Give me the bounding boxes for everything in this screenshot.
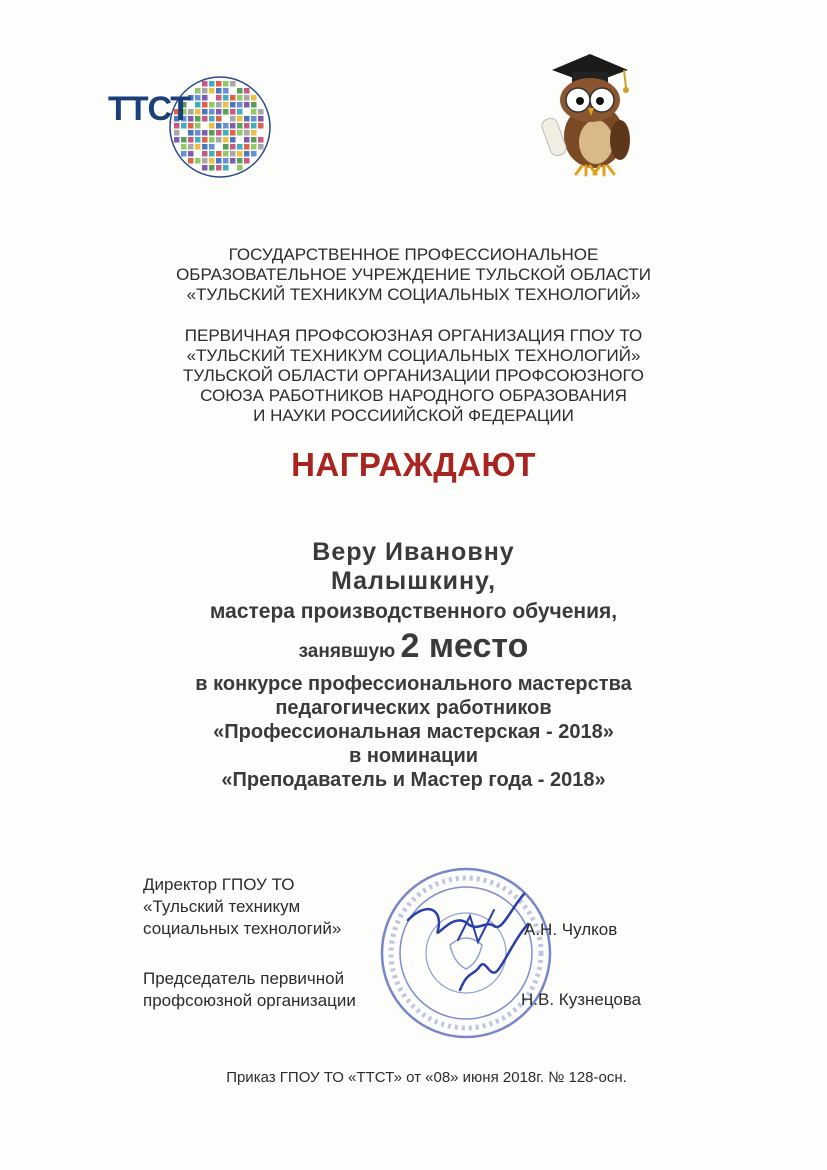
union-line: ТУЛЬСКОЙ ОБЛАСТИ ОРГАНИЗАЦИИ ПРОФСОЮЗНОГО — [183, 366, 644, 385]
director-name: А.Н. Чулков — [524, 920, 618, 939]
director-line: Директор ГПОУ ТО — [143, 875, 295, 894]
director-line: «Тульский техникум — [143, 897, 301, 916]
director-title — [143, 874, 341, 940]
order-reference: Приказ ГПОУ ТО «ТТСТ» от «08» июня 2018г. № 128-осн. — [226, 1069, 627, 1086]
chair-line: профсоюзной организации — [143, 991, 356, 1010]
contest-line: «Профессиональная мастерская - 2018» — [213, 721, 614, 743]
contest-line: педагогических работников — [275, 697, 552, 719]
owl-graduate-icon — [532, 48, 642, 180]
chair-line: Председатель первичной — [143, 969, 345, 988]
recipient-block — [0, 538, 827, 792]
contest-line: «Преподаватель и Мастер года - 2018» — [221, 769, 606, 791]
institution-name — [0, 245, 827, 305]
union-line: «ТУЛЬСКИЙ ТЕХНИКУМ СОЦИАЛЬНЫХ ТЕХНОЛОГИЙ» — [186, 346, 641, 365]
chair-name: Н.В. Кузнецова — [521, 990, 642, 1009]
director-line: социальных технологий» — [143, 919, 342, 938]
place-prefix: занявшую — [298, 641, 396, 662]
recipient-position: мастера производственного обучения, — [209, 600, 618, 623]
chair-title — [143, 968, 356, 1012]
union-line: ПЕРВИЧНАЯ ПРОФСОЮЗНАЯ ОРГАНИЗАЦИЯ ГПОУ ТО — [184, 326, 643, 345]
contest-line: в номинации — [348, 745, 479, 767]
recipient-first-name: Веру Ивановну — [312, 538, 515, 566]
ttst-logo — [108, 72, 280, 184]
contest-line: в конкурсе профессионального мастерства — [195, 673, 632, 695]
union-organization-name — [0, 326, 827, 426]
recipient-last-name: Малышкину, — [330, 567, 497, 595]
institution-line: «ТУЛЬСКИЙ ТЕХНИКУМ СОЦИАЛЬНЫХ ТЕХНОЛОГИЙ» — [186, 285, 641, 304]
place-value: 2 место — [400, 627, 529, 665]
union-line: И НАУКИ РОССИИЙСКОЙ ФЕДЕРАЦИИ — [253, 406, 574, 425]
place-line — [0, 626, 827, 672]
logo-text: ТТСТ — [108, 90, 191, 128]
institution-line: ГОСУДАРСТВЕННОЕ ПРОФЕССИОНАЛЬНОЕ — [228, 245, 599, 264]
institution-line: ОБРАЗОВАТЕЛЬНОЕ УЧРЕЖДЕНИЕ ТУЛЬСКОЙ ОБЛАСТИ — [176, 265, 651, 284]
award-title: НАГРАЖДАЮТ — [291, 446, 536, 483]
union-line: СОЮЗА РАБОТНИКОВ НАРОДНОГО ОБРАЗОВАНИЯ — [200, 386, 627, 405]
